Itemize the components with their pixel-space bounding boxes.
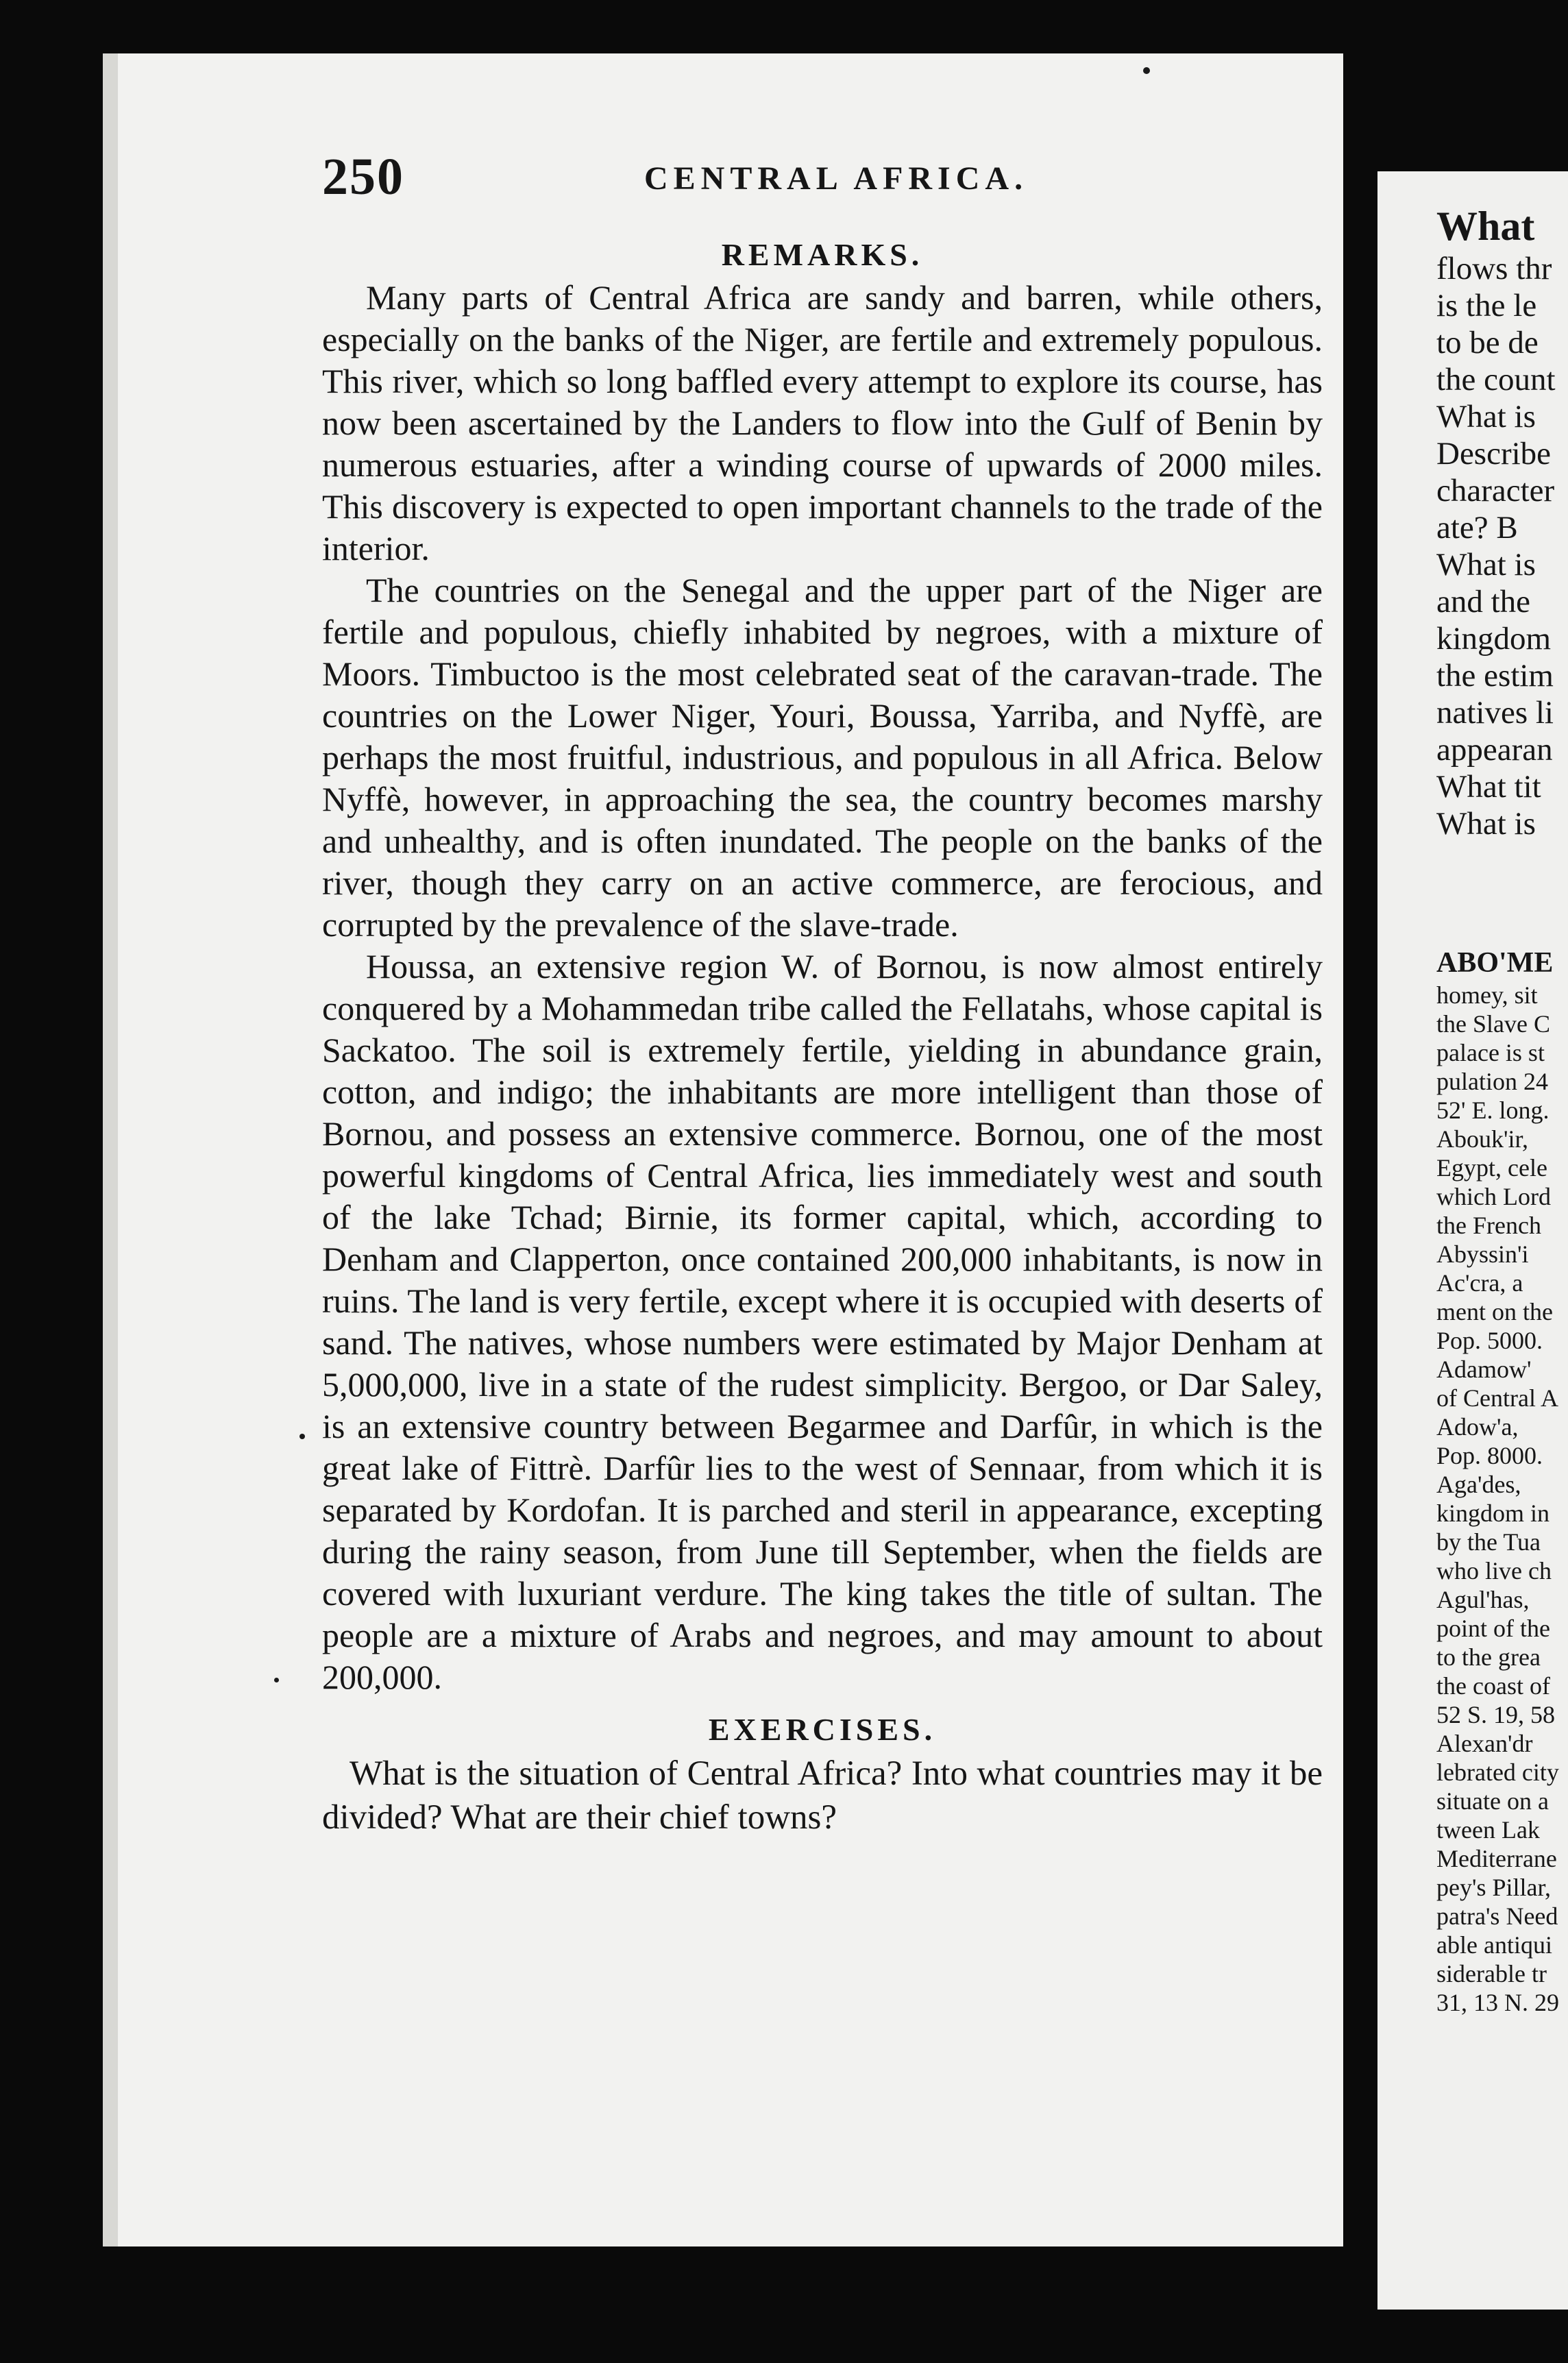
facing-question-line: appearan — [1436, 732, 1553, 768]
gazetteer-line: Ac'cra, a — [1436, 1269, 1523, 1297]
gazetteer-line: Adow'a, — [1436, 1413, 1519, 1441]
gazetteer-line: 52' E. long. — [1436, 1097, 1549, 1124]
gazetteer-line: Adamow' — [1436, 1356, 1532, 1383]
main-text — [322, 233, 1323, 1839]
gazetteer-line: point of the — [1436, 1615, 1550, 1642]
facing-question-line: flows thr — [1436, 251, 1552, 286]
right-page — [1377, 171, 1568, 2310]
remarks-heading: REMARKS. — [721, 237, 924, 272]
remarks-paragraph-3: Houssa, an extensive region W. of Bornou, is now almost entirely conquered by a Mohammedan tribe called the Fellatahs, whose capital is Sackatoo. The soil is extremely fertile, yielding in abundance grain, cotton, and indigo; the inhabitants are more intelligent than those of Bornou, and possess an extensive commerce. Bornou, one of the most powerful kingdoms of Central Africa, lies immediately west and south of the lake Tchad; Birnie, its former capital, which, according to Denham and Clapperton, once contained 200,000 inhabitants, is now in ruins. The land is very fertile, except where it is occupied with deserts of sand. The natives, whose numbers were estimated by Major Denham at 5,000,000, live in a state of the rudest simplicity. Bergoo, or Dar Saley, is an extensive country between Begarmee and Darfûr, in which is the great lake of Fittrè. Darfûr lies to the west of Sennaar, from which it is separated by Kordofan. It is parched and steril in appearance, excepting during the rainy season, from June till September, when the fields are covered with luxuriant verdure. The king takes the title of sultan. The people are a mixture of Arabs and negroes, and may amount to about 200,000. — [322, 947, 1323, 1696]
exercises-text: What is the situation of Central Africa? Into what countries may it be divided? What are their chief towns? — [322, 1754, 1323, 1837]
facing-question-line: What is — [1436, 806, 1536, 842]
gazetteer-line: Pop. 5000. — [1436, 1327, 1543, 1354]
gazetteer-line: patra's Need — [1436, 1902, 1558, 1930]
ink-speck — [274, 1678, 279, 1682]
facing-question-line: What tit — [1436, 769, 1541, 805]
gazetteer-line: Aga'des, — [1436, 1471, 1521, 1498]
gazetteer-line: Pop. 8000. — [1436, 1442, 1543, 1469]
gazetteer-line: Mediterrane — [1436, 1845, 1557, 1872]
ink-speck — [299, 1434, 305, 1439]
gazetteer-line: pulation 24 — [1436, 1068, 1548, 1095]
running-head — [322, 147, 1316, 216]
facing-question-line: What — [1436, 204, 1535, 249]
facing-question-line: kingdom — [1436, 621, 1552, 657]
gazetteer-line: which Lord — [1436, 1183, 1551, 1210]
page-number: 250 — [322, 148, 404, 206]
facing-question-line: Describe — [1436, 436, 1552, 472]
facing-question-line: the count — [1436, 362, 1556, 397]
remarks-paragraph-1: Many parts of Central Africa are sandy and barren, while others, especially on the banks of the Niger, are fertile and extremely populous. This river, which so long baffled every attempt to explore its course, has now been ascertained by the Landers to flow into the Gulf of Benin by numerous estuaries, after a winding course of upwards of 2000 miles. This discovery is expected to open important channels to the trade of the interior. — [322, 278, 1323, 567]
gazetteer-line: Alexan'dr — [1436, 1730, 1533, 1757]
gazetteer-line: pey's Pillar, — [1436, 1874, 1552, 1901]
facing-page-gap — [1436, 842, 1568, 945]
facing-question-line: and the — [1436, 584, 1531, 620]
gazetteer-line: Egypt, cele — [1436, 1154, 1547, 1182]
gazetteer-line: to the grea — [1436, 1643, 1541, 1671]
gazetteer-line: tween Lak — [1436, 1816, 1540, 1844]
facing-question-line: the estim — [1436, 658, 1554, 694]
facing-question-line: What is — [1436, 547, 1536, 583]
gazetteer-line: 52 S. 19, 58 — [1436, 1701, 1556, 1728]
exercises-heading: EXERCISES. — [708, 1712, 937, 1747]
facing-question-line: to be de — [1436, 325, 1539, 360]
gazetteer-line: Abyssin'i — [1436, 1240, 1529, 1268]
facing-question-line: ate? B — [1436, 510, 1518, 546]
gazetteer-line: siderable tr — [1436, 1960, 1547, 1987]
remarks-paragraph-2: The countries on the Senegal and the upper part of the Niger are fertile and populous, chiefly inhabited by negroes, with a mixture of Moors. Timbuctoo is the most celebrated seat of the caravan-trade. The countries on the Lower Niger, Youri, Boussa, Yarriba, and Nyffè, are perhaps the most fruitful, industrious, and populous in all Africa. Below Nyffè, however, in approaching the sea, the country becomes marshy and unhealthy, and is often inundated. The people on the banks of the river, though they carry on an active commerce, are ferocious, and corrupted by the prevalence of the slave-trade. — [322, 571, 1323, 944]
gazetteer-line: by the Tua — [1436, 1528, 1541, 1556]
gazetteer-line: homey, sit — [1436, 981, 1538, 1009]
gazetteer-line: ment on the — [1436, 1298, 1553, 1325]
gazetteer-line: the French — [1436, 1212, 1541, 1239]
gazetteer-line: who live ch — [1436, 1557, 1552, 1584]
gazetteer-line: Agul'has, — [1436, 1586, 1530, 1613]
ink-speck — [1143, 67, 1150, 74]
gazetteer-line: palace is st — [1436, 1039, 1545, 1066]
gazetteer-line: of Central A — [1436, 1384, 1558, 1412]
gazetteer-line: situate on a — [1436, 1787, 1549, 1815]
facing-page-text — [1436, 202, 1568, 2017]
facing-question-line: character — [1436, 473, 1555, 509]
facing-question-line: What is — [1436, 399, 1536, 434]
running-title: CENTRAL AFRICA. — [644, 160, 1029, 197]
gazetteer-line: lebrated city — [1436, 1759, 1559, 1786]
gazetteer-line: kingdom in — [1436, 1499, 1550, 1527]
gazetteer-line: the Slave C — [1436, 1010, 1550, 1038]
gazetteer-line: Abouk'ir, — [1436, 1125, 1529, 1153]
gazetteer-line: ABO'ME — [1436, 947, 1554, 979]
facing-question-line: natives li — [1436, 695, 1554, 731]
gazetteer-line: 31, 13 N. 29 — [1436, 1989, 1559, 2016]
gazetteer-line: able antiqui — [1436, 1931, 1552, 1959]
facing-question-line: is the le — [1436, 288, 1537, 323]
gazetteer-line: the coast of — [1436, 1672, 1550, 1700]
